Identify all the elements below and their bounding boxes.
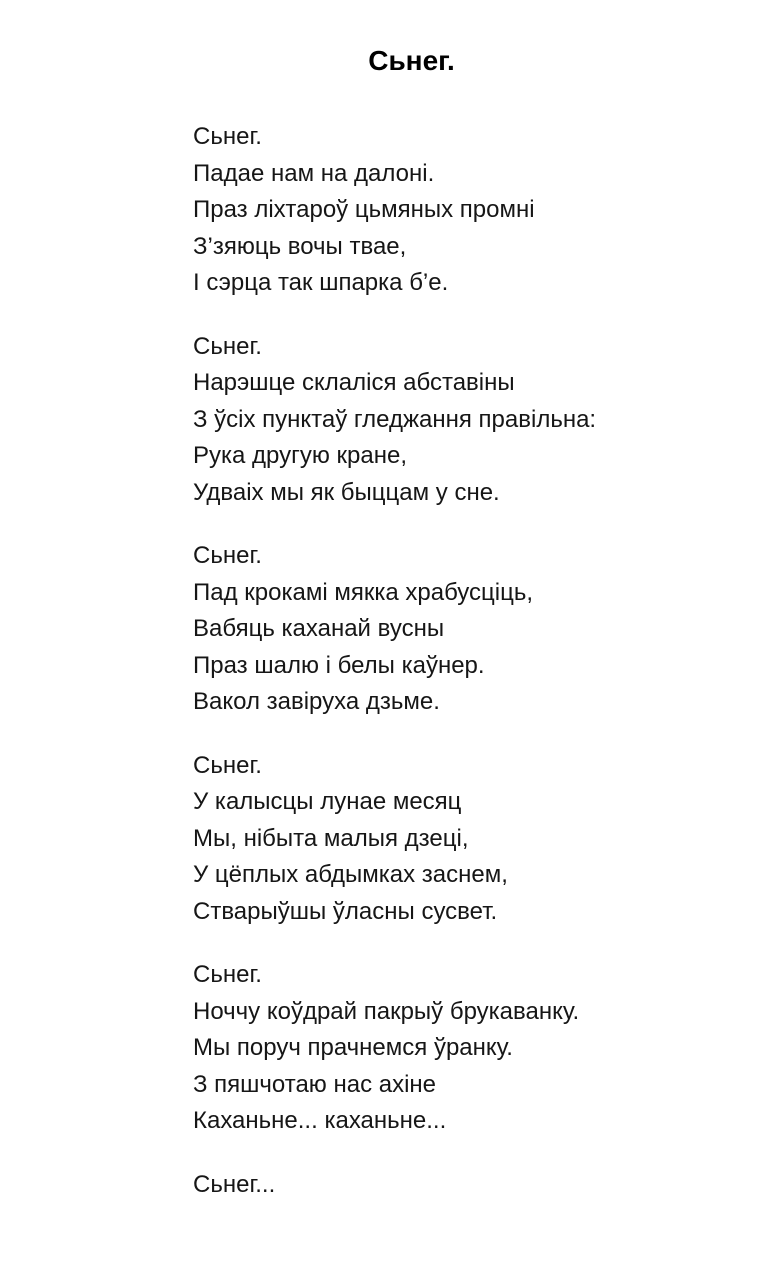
poem-line: Каханьне... каханьне... (193, 1107, 447, 1134)
poem-line: Сьнег. (193, 542, 262, 569)
poem-line: Вабяць каханай вусны (193, 615, 445, 642)
poem-line: Праз шалю і белы каўнер. (193, 651, 485, 679)
poem-title: Сьнег. (368, 45, 455, 76)
stanza-4 (193, 748, 693, 931)
poem-line: Падае нам на далоні. (193, 159, 435, 187)
poem-body (193, 119, 693, 1203)
poem-line: Стварыўшы ўласны сусвет. (193, 897, 498, 925)
poem-line: Нарэшце склаліся абставіны (193, 369, 515, 396)
stanza-3 (193, 538, 693, 721)
poem-closing-line: Сьнег... (193, 1170, 276, 1198)
poem-line: У калысцы лунае месяц (193, 788, 462, 815)
poem-line: І сэрца так шпарка б’е. (193, 269, 449, 296)
poem-line: З пяшчотаю нас ахіне (193, 1070, 437, 1098)
stanza-5 (193, 957, 693, 1140)
poem-line: Сьнег. (193, 123, 262, 150)
poem-line: Пад крокамі мякка храбусціць, (193, 578, 534, 606)
poem-line: Сьнег. (193, 961, 262, 988)
poem-line: У цёплых абдымках заснем, (193, 861, 508, 888)
poem-line: З’зяюць вочы твае, (193, 232, 407, 260)
poem-line: Сьнег. (193, 332, 262, 360)
poem-line: Удваіх мы як быццам у сне. (193, 478, 500, 506)
stanza-2 (193, 329, 693, 512)
poem-line: Сьнег. (193, 751, 262, 779)
poem-line: Праз ліхтароў цьмяных промні (193, 196, 535, 223)
poem-line: З ўсіх пунктаў гледжання правільна: (193, 405, 597, 433)
poem-line: Мы, нібыта малыя дзеці, (193, 824, 469, 852)
poem-line: Вакол завіруха дзьме. (193, 688, 440, 715)
stanza-1 (193, 119, 693, 302)
poem-line: Ноччу коўдрай пакрыў брукаванку. (193, 997, 580, 1025)
poem-line: Рука другую кране, (193, 442, 408, 469)
poem-line: Мы поруч прачнемся ўранку. (193, 1034, 513, 1061)
